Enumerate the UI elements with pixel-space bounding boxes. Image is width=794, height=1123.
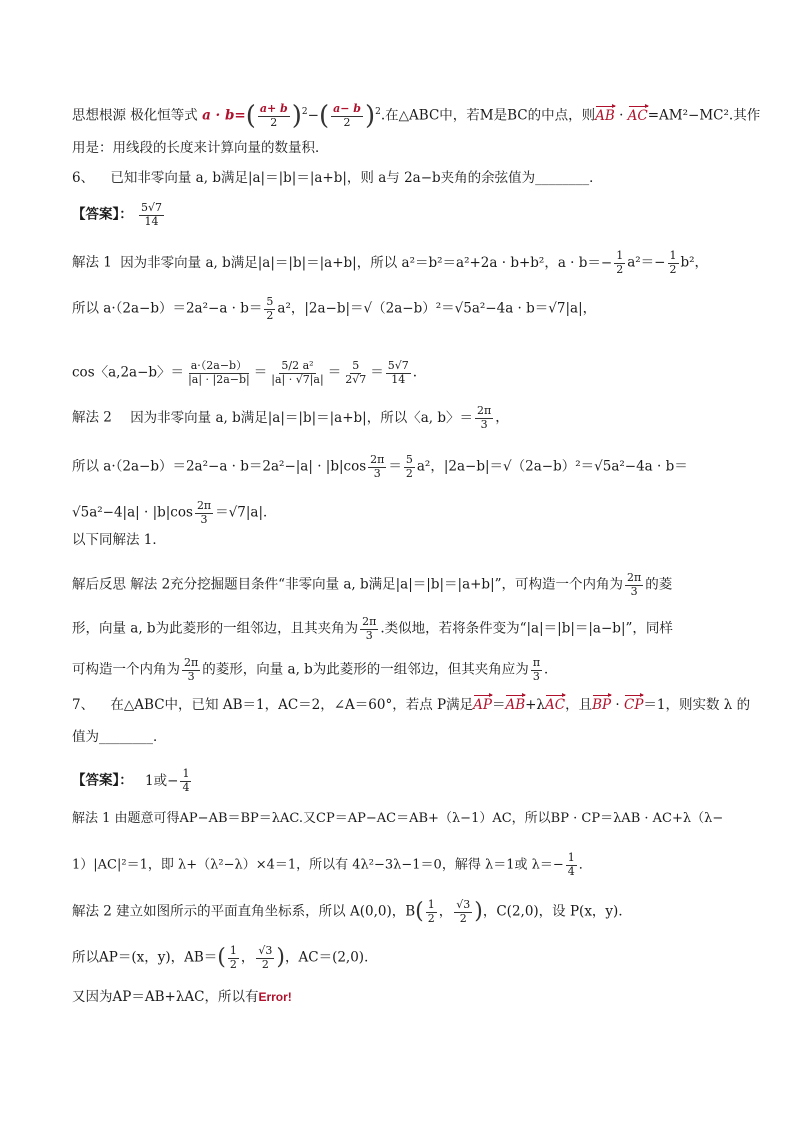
vector-ab: AB	[595, 107, 615, 124]
intro-frac-minus: $\frac{a- b}{2}$	[333, 102, 361, 129]
vector-ac: AC	[627, 107, 648, 124]
q6-stem: 已知非零向量 a, b满足|a|＝|b|＝|a+b|，则 a与 2a−b夹角的余弦值为________．	[110, 170, 603, 186]
answer-label: 【答案】：	[72, 206, 133, 223]
q6-stem-line	[72, 172, 603, 186]
q6-s2-line-1: 解法 2 因为非零向量 a, b满足|a|＝|b|＝|a+b|，所以〈a, b〉＝ $\frac{2\pi}{3}$ ，	[72, 404, 509, 431]
q6-s2-line-3: √5a²−4|a| · |b|cos $\frac{2\pi}{3}$ ＝√7|a|．	[72, 499, 277, 526]
answer-label: 【答案】：	[72, 772, 133, 789]
error-text: Error!	[258, 990, 292, 1004]
q7-number: 7、	[72, 697, 95, 713]
q6-reflect-line-3: 可构造一个内角为 $\frac{2\pi}{3}$ 的菱形，向量 a, b为此菱形的一组邻边，但其夹角应为 $\frac{\pi}{3}$ ．	[72, 656, 558, 683]
q6-s2-line-2: 所以 a·（2a−b）＝2a²−a · b＝2a²−|a| · |b|cos $\frac{2\pi}{3}$ ＝ $\frac{5}{2}$ a²，|2a−b|＝√（2a−b）²＝√5a²−4a · b＝	[72, 453, 688, 480]
q7-s2-line-2: 所以AP＝(x，y)，AB＝( $\frac{1}{2}$ ， $\frac{√3}{2}$ )，AC＝(2,0)．	[72, 944, 378, 971]
q7-s2-line-1: 解法 2 建立如图所示的平面直角坐标系，所以 A(0,0)，B( $\frac{1}{2}$ ， $\frac{√3}{2}$ )，C(2,0)，设 P(x，y)．	[72, 898, 632, 925]
intro-suffix: .在△ABC中，若M是BC的中点，则	[380, 107, 596, 124]
intro-prefix: 思想根源 极化恒等式	[72, 107, 203, 124]
intro-rhs: =AM²−MC².其作	[647, 107, 761, 124]
q7-stem-line-1: 7、 在△ABC中，已知 AB＝1，AC＝2，∠A＝60°，若点 P满足AP＝AB+λAC，且BP · CP＝1，则实数 λ 的	[72, 697, 751, 713]
q7-stem-line-2: 值为________．	[72, 729, 167, 745]
intro-line-1: 思想根源 极化恒等式 a · b=( $\frac{a+ b}{2}$ )$^2$−( $\frac{a- b}{2}$ )$^2$.在△ABC中，若M是BC的中点，则AB · AC=AM²−MC².其作	[72, 101, 761, 132]
q6-answer-frac: $\frac{5√7}{14}$	[141, 201, 163, 228]
q6-same-line: 以下同解法 1．	[72, 532, 166, 548]
q6-reflect-line-2: 形，向量 a, b为此菱形的一组邻边，且其夹角为 $\frac{2\pi}{3}$ .类似地，若将条件变为“|a|＝|b|＝|a−b|”，同样	[72, 615, 673, 642]
q7-s2-line-3: 又因为AP＝AB+λAC，所以有Error!	[72, 989, 292, 1005]
q7-answer-line: 【答案】： 1或− $\frac{1}{4}$	[72, 767, 190, 794]
q6-answer-line	[72, 202, 166, 228]
intro-frac-plus: $\frac{a+ b}{2}$	[259, 102, 288, 129]
q7-s1-line-1: 解法 1 由题意可得AP−AB＝BP＝λAC.又CP＝AP−AC＝AB+（λ−1）AC，所以BP · CP＝λAB · AC+λ（λ−	[72, 811, 724, 826]
q6-s1-line-1: 解法 1 因为非零向量 a, b满足|a|＝|b|＝|a+b|，所以 a²＝b²＝a²+2a · b+b²，a · b＝− $\frac{1}{2}$ a²＝− $\frac{1}{2}$ b²，	[72, 249, 709, 276]
q6-cos-line: cos〈a,2a−b〉＝ $\frac{a\cdot(2a-b)}{|a| \cdot |2a-b|}$ ＝ $\frac{\text{5/2 a²}}{|a| \cdot √7|a|}$ ＝ $\frac{5}{2√7}$ ＝ $\frac{5√7}{14}$ .	[72, 359, 418, 386]
q7-s1-line-2: 1）|AC|²＝1，即 λ+（λ²−λ）×4＝1，所以有 4λ²−3λ−1＝0，解得 λ＝1或 λ＝− $\frac{1}{4}$ ．	[72, 851, 592, 878]
q6-s1-line-2: 所以 a·（2a−b）＝2a²−a · b＝ $\frac{5}{2}$ a²，|2a−b|＝√（2a−b）²＝√5a²−4a · b＝√7|a|，	[72, 295, 597, 322]
intro-line-2: 用是：用线段的长度来计算向量的数量积．	[72, 140, 329, 156]
q6-number: 6、	[72, 170, 95, 186]
q6-reflect-line-1: 解后反思 解法 2充分挖掘题目条件“非零向量 a, b满足|a|＝|b|＝|a+b|”，可构造一个内角为 $\frac{2\pi}{3}$ 的菱	[72, 571, 673, 598]
intro-formula-lhs: a · b=	[202, 107, 246, 124]
